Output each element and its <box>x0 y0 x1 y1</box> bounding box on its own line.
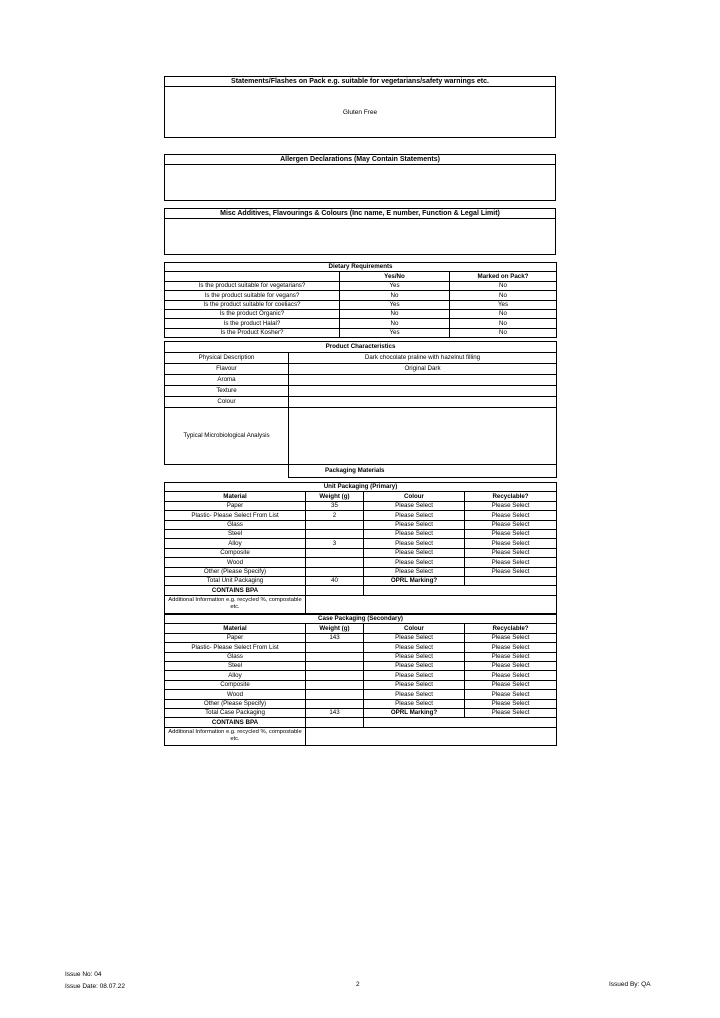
table-row <box>165 548 557 557</box>
table-row <box>165 699 557 708</box>
dietary-yesno[interactable]: Yes <box>340 281 450 290</box>
char-value[interactable] <box>289 386 557 397</box>
dietary-row <box>165 281 557 290</box>
dietary-yesno[interactable]: No <box>340 319 450 328</box>
recyclable-select[interactable]: Please Select <box>465 690 557 699</box>
colour-select[interactable]: Please Select <box>364 501 465 510</box>
unit-title: Unit Packaging (Primary) <box>165 483 557 492</box>
colour-select[interactable]: Please Select <box>364 699 465 708</box>
material-label: Steel <box>165 661 306 670</box>
header-weight: Weight (g) <box>306 492 364 501</box>
bpa-label: CONTAINS BPA <box>165 586 306 595</box>
dietary-row <box>165 328 557 337</box>
oprl-select[interactable]: Please Select <box>465 708 557 717</box>
recyclable-select[interactable]: Please Select <box>465 501 557 510</box>
material-label: Wood <box>165 558 306 567</box>
table-row <box>165 567 557 576</box>
characteristics-title: Product Characteristics <box>165 342 557 353</box>
additional-info-field[interactable] <box>306 727 557 745</box>
recyclable-select[interactable]: Please Select <box>465 699 557 708</box>
weight-field[interactable] <box>306 680 364 689</box>
misc-field[interactable] <box>165 219 555 254</box>
weight-field[interactable]: 143 <box>306 633 364 642</box>
table-row <box>165 529 557 538</box>
weight-field[interactable] <box>306 567 364 576</box>
dietary-question: Is the product suitable for vegetarians? <box>165 281 340 290</box>
statements-section <box>164 76 556 138</box>
dietary-row <box>165 291 557 300</box>
total-case-label: Total Case Packaging <box>165 708 306 717</box>
total-case-weight[interactable]: 143 <box>306 708 364 717</box>
characteristics-table <box>164 341 557 478</box>
header-material: Material <box>165 492 306 501</box>
weight-field[interactable]: 2 <box>306 511 364 520</box>
case-title: Case Packaging (Secondary) <box>165 615 557 624</box>
weight-field[interactable] <box>306 652 364 661</box>
packaging-title: Packaging Materials <box>289 465 557 478</box>
dietary-marked[interactable]: No <box>450 281 557 290</box>
oprl-label: OPRL Marking? <box>364 576 465 585</box>
recyclable-select[interactable]: Please Select <box>465 529 557 538</box>
weight-field[interactable] <box>306 671 364 680</box>
char-label: Typical Microbiological Analysis <box>165 408 289 465</box>
header-weight: Weight (g) <box>306 624 364 633</box>
char-label: Texture <box>165 386 289 397</box>
dietary-table <box>164 262 557 338</box>
recyclable-select[interactable]: Please Select <box>465 511 557 520</box>
char-value[interactable] <box>289 397 557 408</box>
weight-field[interactable] <box>306 520 364 529</box>
issue-number: Issue No: 04 <box>65 971 102 978</box>
colour-select[interactable]: Please Select <box>364 539 465 548</box>
dietary-question: Is the product Halal? <box>165 319 340 328</box>
dietary-question: Is the product suitable for vegans? <box>165 291 340 300</box>
dietary-marked[interactable]: No <box>450 328 557 337</box>
dietary-marked[interactable]: No <box>450 309 557 318</box>
colour-select[interactable]: Please Select <box>364 661 465 670</box>
table-row <box>165 652 557 661</box>
colour-select[interactable]: Please Select <box>364 643 465 652</box>
material-label: Alloy <box>165 671 306 680</box>
allergen-section <box>164 154 556 201</box>
weight-field[interactable]: 35 <box>306 501 364 510</box>
table-row <box>165 690 557 699</box>
recyclable-select[interactable]: Please Select <box>465 539 557 548</box>
table-row <box>165 633 557 642</box>
recyclable-select[interactable]: Please Select <box>465 652 557 661</box>
unit-packaging-table <box>164 482 557 614</box>
material-label: Glass <box>165 652 306 661</box>
char-label: Colour <box>165 397 289 408</box>
recyclable-select[interactable]: Please Select <box>465 633 557 642</box>
total-unit-weight[interactable]: 40 <box>306 576 364 585</box>
char-value[interactable] <box>289 375 557 386</box>
allergen-title: Allergen Declarations (May Contain Statements) <box>165 155 555 165</box>
recyclable-select[interactable]: Please Select <box>465 643 557 652</box>
total-unit-label: Total Unit Packaging <box>165 576 306 585</box>
statements-title: Statements/Flashes on Pack e.g. suitable for vegetarians/safety warnings etc. <box>165 77 555 87</box>
header-colour: Colour <box>364 492 465 501</box>
dietary-row <box>165 300 557 309</box>
weight-field[interactable] <box>306 548 364 557</box>
char-label: Flavour <box>165 364 289 375</box>
recyclable-select[interactable]: Please Select <box>465 680 557 689</box>
oprl-select[interactable] <box>465 576 557 585</box>
issue-date: Issue Date: 08.07.22 <box>65 983 125 990</box>
colour-select[interactable]: Please Select <box>364 529 465 538</box>
dietary-marked[interactable]: No <box>450 291 557 300</box>
header-colour: Colour <box>364 624 465 633</box>
col-yesno: Yes/No <box>340 272 450 281</box>
recyclable-select[interactable]: Please Select <box>465 671 557 680</box>
material-label: Paper <box>165 501 306 510</box>
dietary-yesno[interactable]: Yes <box>340 300 450 309</box>
col-marked: Marked on Pack? <box>450 272 557 281</box>
material-label: Steel <box>165 529 306 538</box>
allergen-field[interactable] <box>165 165 555 200</box>
weight-field[interactable] <box>306 690 364 699</box>
material-label: Wood <box>165 690 306 699</box>
recyclable-select[interactable]: Please Select <box>465 558 557 567</box>
statements-value[interactable]: Gluten Free <box>342 109 378 116</box>
char-value[interactable] <box>289 408 557 465</box>
table-row <box>165 643 557 652</box>
table-row <box>165 661 557 670</box>
material-label: Paper <box>165 633 306 642</box>
dietary-row <box>165 319 557 328</box>
table-row <box>165 520 557 529</box>
header-material: Material <box>165 624 306 633</box>
char-value[interactable]: Dark chocolate praline with hazelnut filling <box>289 353 557 364</box>
recyclable-select[interactable]: Please Select <box>465 661 557 670</box>
colour-select[interactable]: Please Select <box>364 558 465 567</box>
table-row <box>165 671 557 680</box>
oprl-label: OPRL Marking? <box>364 708 465 717</box>
dietary-marked[interactable]: Yes <box>450 300 557 309</box>
dietary-title: Dietary Requirements <box>165 263 557 272</box>
dietary-question: Is the product Organic? <box>165 309 340 318</box>
material-label: Composite <box>165 680 306 689</box>
material-label: Alloy <box>165 539 306 548</box>
material-label: Other (Please Specify) <box>165 567 306 576</box>
table-row <box>165 539 557 548</box>
additional-info-label: Additional Information e.g. recycled %, compostable etc. <box>165 727 306 745</box>
dietary-yesno[interactable]: No <box>340 291 450 300</box>
colour-select[interactable]: Please Select <box>364 511 465 520</box>
colour-select[interactable]: Please Select <box>364 680 465 689</box>
bpa-field[interactable] <box>306 586 364 595</box>
misc-section <box>164 208 556 255</box>
dietary-yesno[interactable]: Yes <box>340 328 450 337</box>
colour-select[interactable]: Please Select <box>364 548 465 557</box>
recyclable-select[interactable]: Please Select <box>465 520 557 529</box>
colour-select[interactable]: Please Select <box>364 567 465 576</box>
dietary-question: Is the Product Kosher? <box>165 328 340 337</box>
colour-select[interactable]: Please Select <box>364 652 465 661</box>
misc-title: Misc Additives, Flavourings & Colours (Inc name, E number, Function & Legal Limit) <box>165 209 555 219</box>
recyclable-select[interactable]: Please Select <box>465 548 557 557</box>
weight-field[interactable] <box>306 643 364 652</box>
dietary-yesno[interactable]: No <box>340 309 450 318</box>
table-row <box>165 511 557 520</box>
page-number: 2 <box>356 981 360 988</box>
material-label: Composite <box>165 548 306 557</box>
header-recyclable: Recyclable? <box>465 624 557 633</box>
issued-by: Issued By: QA <box>609 981 651 988</box>
weight-field[interactable] <box>306 529 364 538</box>
table-row <box>165 501 557 510</box>
material-label: Plastic- Please Select From List <box>165 511 306 520</box>
additional-info-field[interactable] <box>306 595 557 613</box>
additional-info-label: Additional Information e.g. recycled %, compostable etc. <box>165 595 306 613</box>
colour-select[interactable]: Please Select <box>364 690 465 699</box>
colour-select[interactable]: Please Select <box>364 633 465 642</box>
bpa-label: CONTAINS BPA <box>165 718 306 727</box>
weight-field[interactable] <box>306 661 364 670</box>
char-label: Physical Description <box>165 353 289 364</box>
recyclable-select[interactable]: Please Select <box>465 567 557 576</box>
header-recyclable: Recyclable? <box>465 492 557 501</box>
weight-field[interactable] <box>306 558 364 567</box>
char-label: Aroma <box>165 375 289 386</box>
char-value[interactable]: Original Dark <box>289 364 557 375</box>
dietary-question: Is the product suitable for coeliacs? <box>165 300 340 309</box>
case-packaging-table <box>164 614 557 746</box>
colour-select[interactable]: Please Select <box>364 671 465 680</box>
colour-select[interactable]: Please Select <box>364 520 465 529</box>
weight-field[interactable]: 3 <box>306 539 364 548</box>
dietary-marked[interactable]: No <box>450 319 557 328</box>
table-row <box>165 558 557 567</box>
dietary-row <box>165 309 557 318</box>
material-label: Plastic- Please Select From List <box>165 643 306 652</box>
material-label: Glass <box>165 520 306 529</box>
weight-field[interactable] <box>306 699 364 708</box>
bpa-field[interactable] <box>306 718 364 727</box>
material-label: Other (Please Specify) <box>165 699 306 708</box>
table-row <box>165 680 557 689</box>
